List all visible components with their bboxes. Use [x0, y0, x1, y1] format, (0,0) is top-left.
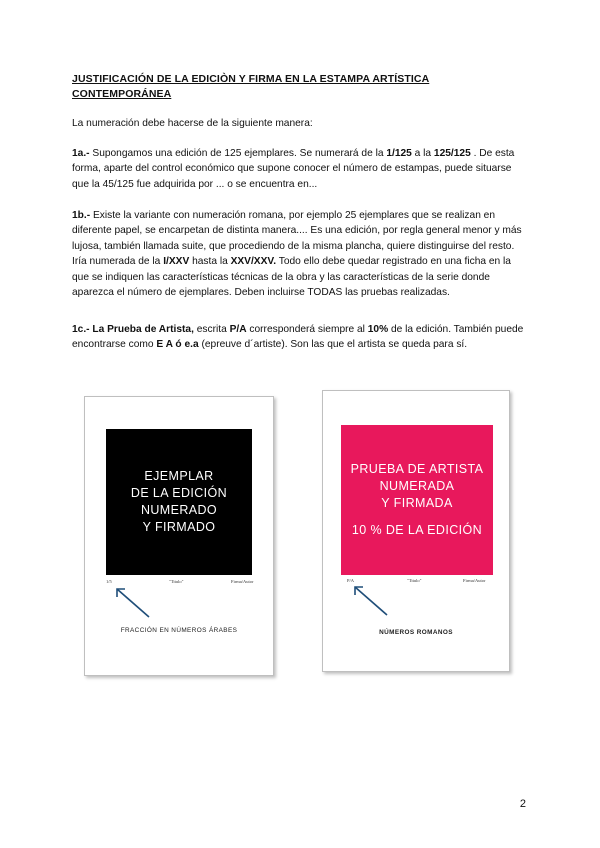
proof-signature-label: Firma/Autor [463, 578, 486, 583]
paragraph-1a: 1a.- Supongamos una edición de 125 ejemplares. Se numerará de la 1/125 a la 125/125 . De esta forma, aparte del control económico que supone conocer el número de estampas, puede situarse que la 45/125 fue adquirida por ... o se encuentra en... [72, 148, 515, 190]
document-title [72, 72, 492, 102]
title-line-1: JUSTIFICACIÓN DE LA EDICIÒN Y FIRMA EN LA ESTAMPA ARTÍSTICA [72, 73, 430, 85]
proof-line-1: PRUEBA DE ARTISTA [350, 462, 484, 476]
proof-line-2: NUMERADA [379, 479, 455, 493]
edition-line-1: EJEMPLAR [144, 469, 214, 483]
edition-line-4: Y FIRMADO [142, 520, 216, 534]
edition-number-label: 1/5 [106, 579, 112, 584]
artist-proof-figure [322, 390, 510, 672]
proof-number-label: P/A [347, 578, 355, 583]
edition-title-label: "Titulo" [169, 579, 184, 584]
paragraph-1a-label: 1a.- [72, 148, 90, 159]
pointer-arrow-icon [113, 585, 153, 621]
paragraph-1b: 1b.- Existe la variante con numeración romana, por ejemplo 25 ejemplares que se realizan en diferente papel, se encarpetan de distinta manera.... Es una edición, por regla general menor y más lujosa, también llamada suite, que procediendo de la misma plancha, quiere distinguirse del resto. Iría numerada de la I/XXV hasta la XXV/XXV. Todo ello debe quedar registrado en una ficha en la que se indiquen las características técnicas de la obra y las características de la serie donde aparezca el número de ejemplares. Deben incluirse TODAS las pruebas realizadas. [72, 210, 522, 299]
edition-line-3: NUMERADO [140, 503, 218, 517]
edition-caption: FRACCIÓN EN NÚMEROS ÁRABES [120, 627, 238, 634]
proof-caption: NÚMEROS ROMANOS [379, 629, 453, 636]
proof-line-3: Y FIRMADA [381, 496, 453, 510]
edition-print-figure [84, 396, 274, 676]
proof-line-5: 10 % DE LA EDICIÓN [351, 523, 483, 537]
title-line-2: CONTEMPORÁNEA [72, 88, 172, 100]
paragraph-1c: 1c.- La Prueba de Artista, escrita P/A corresponderá siempre al 10% de la edición. También puede encontrarse como E A ó e.a (epreuve d´artiste). Son las que el artista se queda para sí. [72, 324, 524, 351]
pointer-arrow-icon [351, 583, 391, 619]
artist-proof-panel [341, 425, 493, 575]
intro-paragraph: La numeración debe hacerse de la siguiente manera: [72, 118, 313, 129]
paragraph-1b-label: 1b.- [72, 210, 91, 221]
paragraph-1c-label: 1c.- La Prueba de Artista, [72, 324, 194, 335]
proof-title-label: "Titulo" [407, 578, 422, 583]
edition-signature-label: Firma/Autor [231, 579, 254, 584]
edition-line-2: DE LA EDICIÓN [130, 486, 228, 500]
page-number: 2 [519, 798, 526, 810]
edition-print-panel [106, 429, 252, 575]
